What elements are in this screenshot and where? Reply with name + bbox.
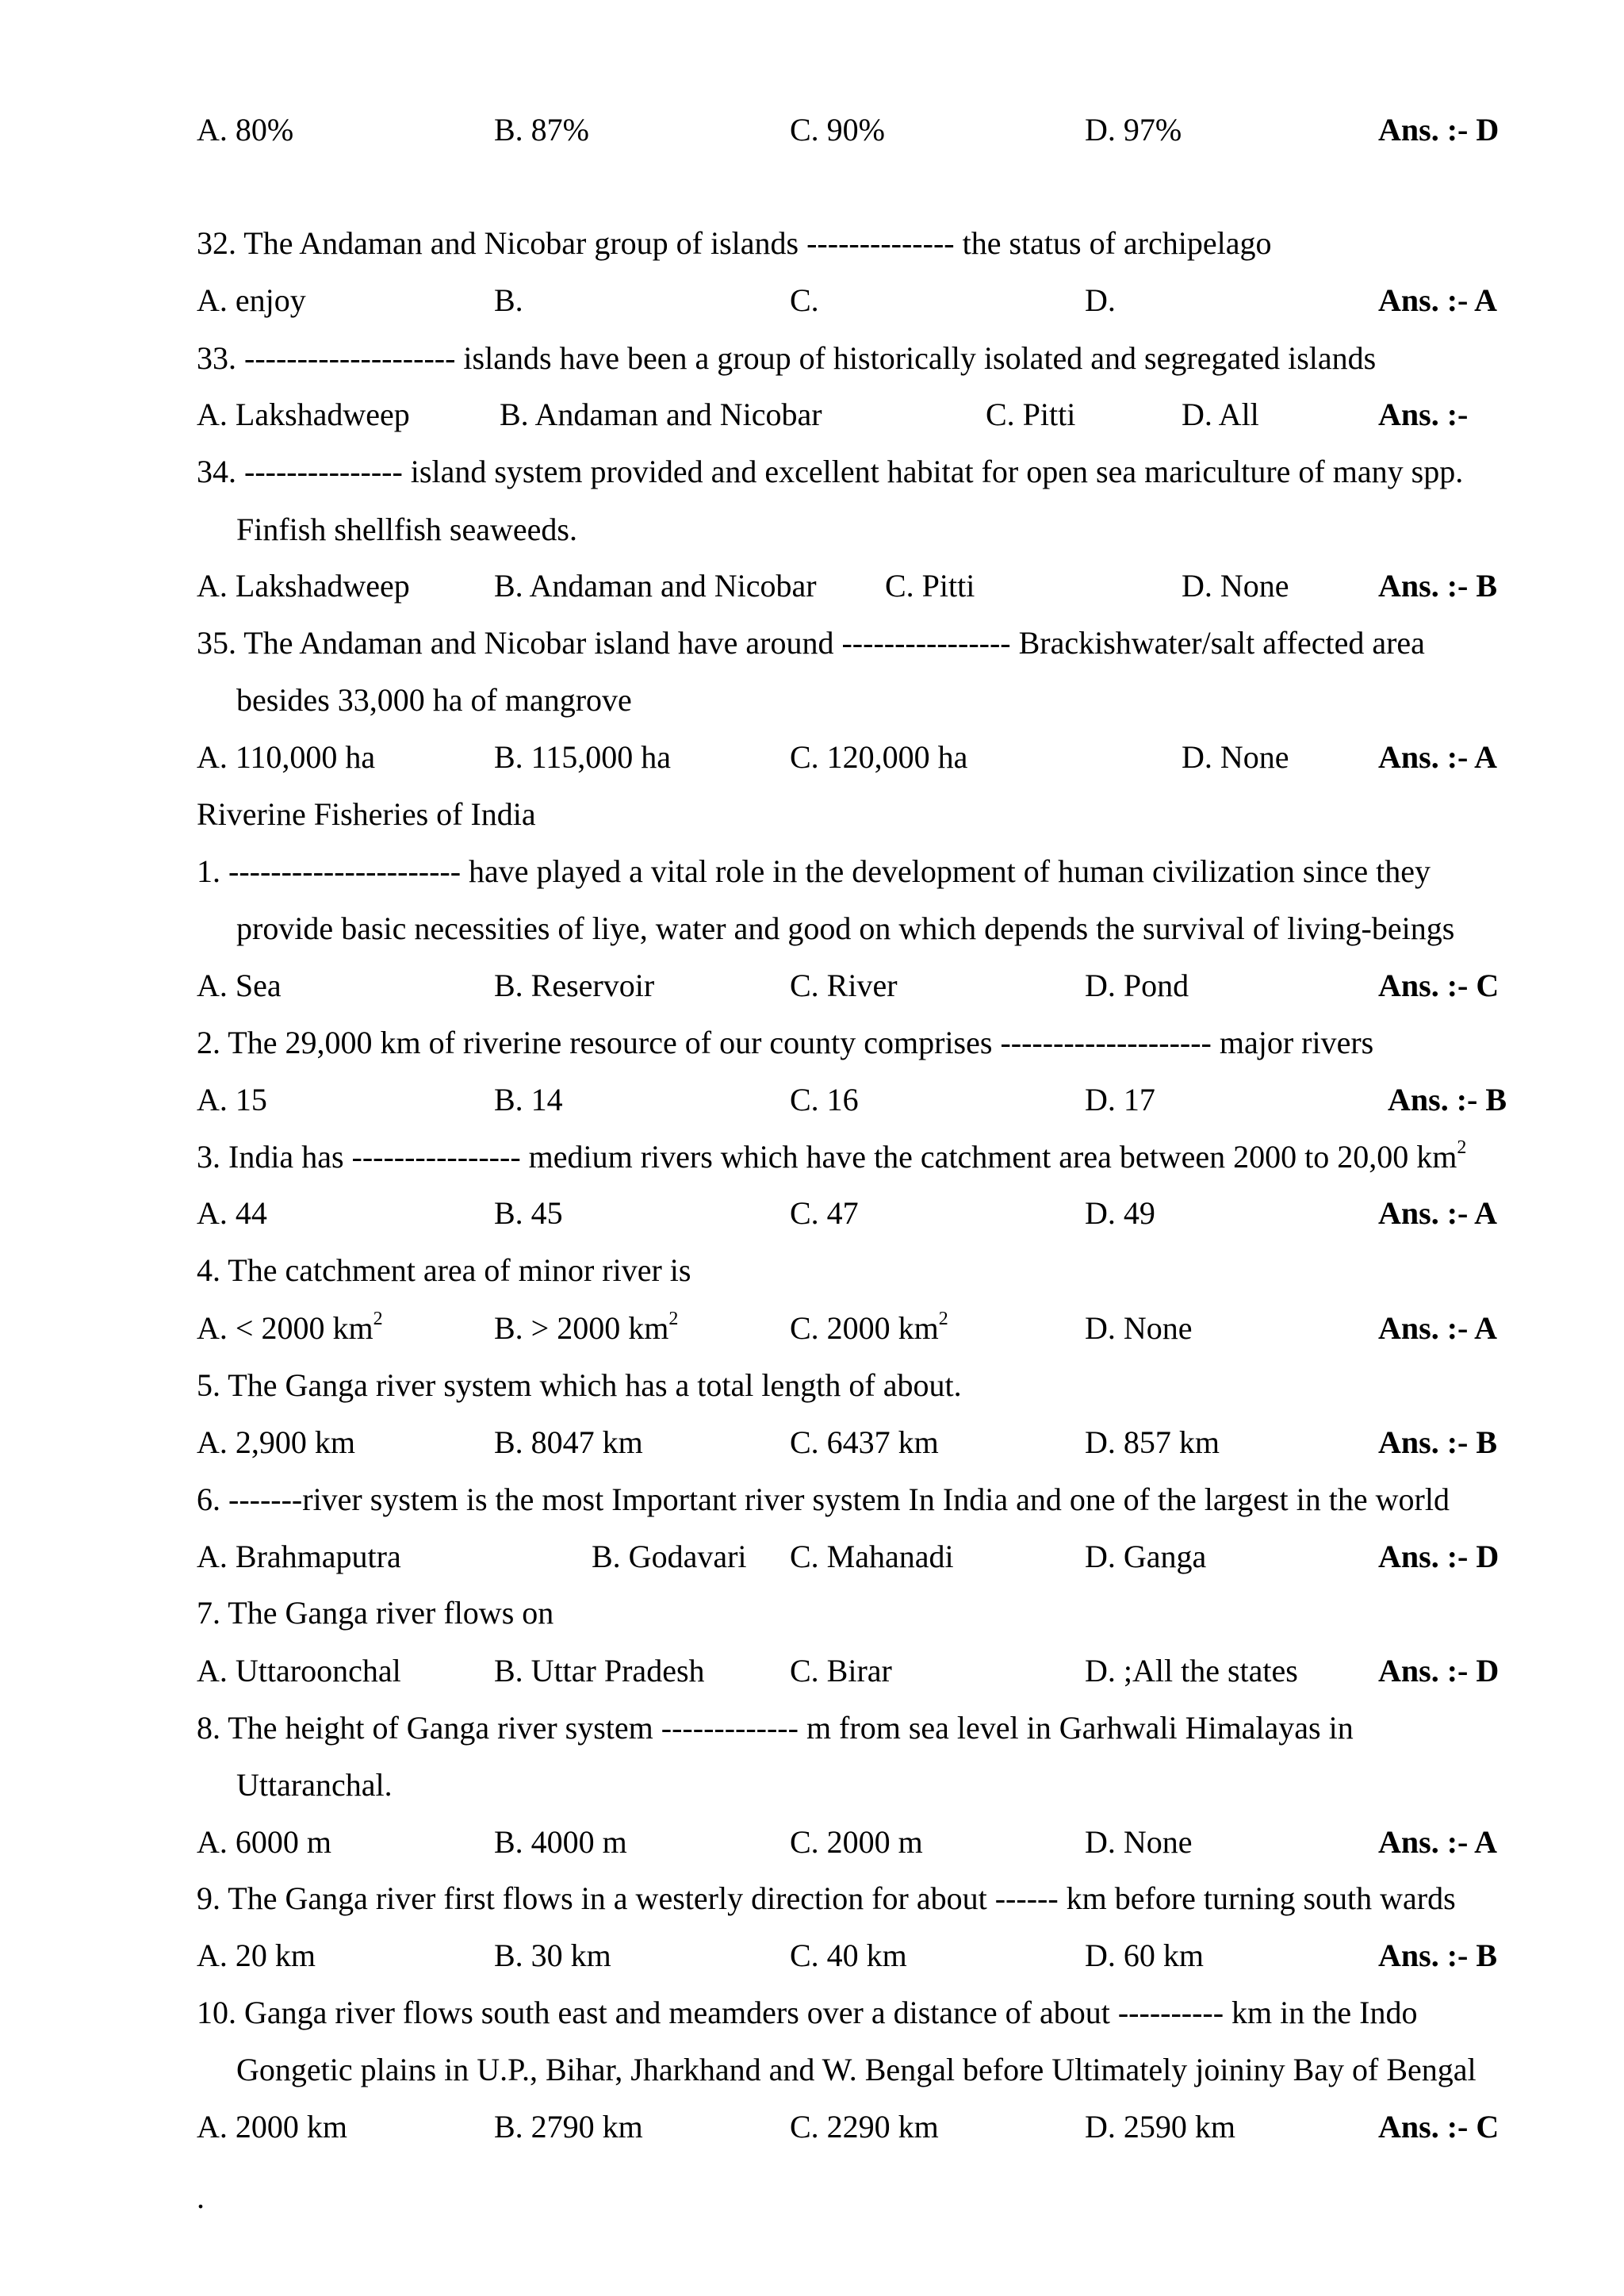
- question-continuation: Uttaranchal.: [236, 1767, 393, 1803]
- option-text: A. < 2000 km: [197, 1310, 373, 1346]
- option-text: D.: [1085, 282, 1116, 318]
- question-text: [197, 1585, 553, 1642]
- option-a: [197, 1814, 331, 1871]
- option-text: C. Birar: [790, 1653, 892, 1688]
- question-text: [197, 1471, 1450, 1528]
- question-text: [197, 843, 1431, 900]
- option-c: [790, 957, 898, 1014]
- option-d: [1085, 1814, 1193, 1871]
- option-text: B. 30 km: [494, 1938, 611, 1973]
- option-b: [494, 957, 654, 1014]
- footer-mark: .: [197, 2179, 205, 2215]
- option-text: A. 20 km: [197, 1938, 316, 1973]
- option-text: D. 60 km: [1085, 1938, 1204, 1973]
- option-text: A. 6000 m: [197, 1824, 331, 1860]
- option-text: B. Uttar Pradesh: [494, 1653, 705, 1688]
- option-c: [790, 1185, 859, 1242]
- option-text: C. 47: [790, 1195, 859, 1231]
- answer-label: Ans. :-: [1378, 397, 1469, 432]
- option-b: [494, 1300, 678, 1357]
- option-a: [197, 1927, 316, 1984]
- question-line: Riverine Fisheries of India: [197, 796, 536, 832]
- option-c: [790, 1927, 907, 1984]
- option-c: [790, 1814, 923, 1871]
- option-b: [494, 2099, 643, 2156]
- option-a: [197, 272, 306, 329]
- answer-label: Ans. :- B: [1378, 568, 1498, 604]
- option-b: [494, 558, 817, 615]
- option-a: [197, 1071, 267, 1129]
- question-line: 5. The Ganga river system which has a total length of about.: [197, 1367, 962, 1403]
- option-text: A. Uttaroonchal: [197, 1653, 401, 1688]
- question-line: 4. The catchment area of minor river is: [197, 1252, 691, 1288]
- option-text: B. 4000 m: [494, 1824, 627, 1860]
- option-text: C. 6437 km: [790, 1424, 939, 1460]
- question-line: 35. The Andaman and Nicobar island have around ---------------- Brackishwater/salt affected area: [197, 625, 1425, 661]
- superscript: 2: [938, 1308, 948, 1329]
- question-line: 6. -------river system is the most Important river system In India and one of the largest in the world: [197, 1481, 1450, 1517]
- option-d: [1085, 957, 1189, 1014]
- option-b: [494, 1927, 611, 1984]
- answer-label: Ans. :- B: [1378, 1424, 1498, 1460]
- option-c: [790, 272, 819, 329]
- option-c: [790, 1528, 954, 1585]
- question-text: [197, 1014, 1373, 1071]
- question-text: [197, 1242, 691, 1299]
- option-text: A. 2000 km: [197, 2109, 347, 2145]
- question-line: 34. --------------- island system provided and excellent habitat for open sea mariculture of many spp.: [197, 454, 1464, 489]
- option-b: [494, 1642, 705, 1700]
- answer-label: Ans. :- A: [1378, 282, 1498, 318]
- option-c: [986, 386, 1075, 443]
- answer-label: Ans. :- D: [1378, 1653, 1500, 1688]
- option-a: [197, 558, 410, 615]
- option-text: A. 80%: [197, 112, 294, 148]
- question-line: 3. India has ---------------- medium rivers which have the catchment area between 2000 to 20,00 km: [197, 1139, 1457, 1175]
- answer-label: Ans. :- D: [1378, 112, 1500, 148]
- superscript: 2: [668, 1308, 679, 1329]
- question-continuation: Finfish shellfish seaweeds.: [236, 512, 577, 547]
- option-text: A. 44: [197, 1195, 267, 1231]
- option-text: B. Andaman and Nicobar: [500, 397, 822, 432]
- option-text: D. 97%: [1085, 112, 1182, 148]
- question-line: 10. Ganga river flows south east and meamders over a distance of about ---------- km in the Indo: [197, 1995, 1418, 2030]
- option-text: A. 110,000 ha: [197, 739, 376, 775]
- option-c: [885, 558, 975, 615]
- question-text: [197, 443, 1463, 500]
- question-line: 33. -------------------- islands have been a group of historically isolated and segregated islands: [197, 340, 1377, 376]
- option-b: [494, 729, 671, 786]
- option-b: [494, 1814, 627, 1871]
- option-c: [790, 2099, 939, 2156]
- option-a: [197, 729, 375, 786]
- option-text: A. 15: [197, 1082, 267, 1117]
- option-d: [1085, 1528, 1206, 1585]
- option-text: D. All: [1182, 397, 1259, 432]
- question-text: [197, 1129, 1466, 1186]
- option-text: D. None: [1085, 1824, 1193, 1860]
- option-text: D. Pond: [1085, 968, 1189, 1003]
- option-b: [494, 272, 523, 329]
- option-text: A. Sea: [197, 968, 282, 1003]
- option-text: C. Pitti: [885, 568, 975, 604]
- option-text: B. > 2000 km: [494, 1310, 669, 1346]
- option-a: [197, 102, 293, 159]
- question-text: [197, 215, 1271, 272]
- option-text: B. 45: [494, 1195, 563, 1231]
- option-text: D. None: [1182, 739, 1289, 775]
- option-text: A. Lakshadweep: [197, 568, 410, 604]
- question-text: [197, 1700, 1354, 1757]
- question-line: 8. The height of Ganga river system ------------- m from sea level in Garhwali Himalayas in: [197, 1710, 1354, 1746]
- option-c: [790, 1300, 948, 1357]
- answer-label: Ans. :- A: [1378, 1824, 1498, 1860]
- option-d: [1085, 1185, 1155, 1242]
- option-a: [197, 1414, 355, 1471]
- option-a: [197, 386, 410, 443]
- answer-label: Ans. :- A: [1378, 739, 1498, 775]
- question-text: [197, 1357, 962, 1414]
- question-line: 9. The Ganga river first flows in a westerly direction for about ------ km before turning south wards: [197, 1880, 1456, 1916]
- option-b: [494, 1414, 643, 1471]
- option-b: [500, 386, 822, 443]
- option-text: B. Godavari: [592, 1539, 747, 1574]
- option-text: A. 2,900 km: [197, 1424, 355, 1460]
- option-text: A. Lakshadweep: [197, 397, 410, 432]
- option-text: B. 87%: [494, 112, 589, 148]
- option-d: [1085, 1414, 1220, 1471]
- option-text: B. 14: [494, 1082, 563, 1117]
- option-text: C. 120,000 ha: [790, 739, 968, 775]
- option-d: [1085, 1300, 1193, 1357]
- question-text: [197, 330, 1376, 387]
- option-text: A. Brahmaputra: [197, 1539, 401, 1574]
- question-continuation: besides 33,000 ha of mangrove: [236, 682, 632, 718]
- option-text: B. Andaman and Nicobar: [494, 568, 817, 604]
- option-text: C. 2000 km: [790, 1310, 939, 1346]
- option-text: D. 17: [1085, 1082, 1155, 1117]
- option-a: [197, 1528, 401, 1585]
- answer-label: Ans. :- A: [1378, 1310, 1498, 1346]
- option-a: [197, 1642, 401, 1700]
- option-a: [197, 1300, 383, 1357]
- question-line: 7. The Ganga river flows on: [197, 1595, 554, 1631]
- option-d: [1085, 1071, 1155, 1129]
- answer-label: Ans. :- C: [1378, 2109, 1500, 2145]
- option-d: [1085, 1927, 1204, 1984]
- option-text: D. 49: [1085, 1195, 1155, 1231]
- answer-label: Ans. :- A: [1378, 1195, 1498, 1231]
- question-continuation: Gongetic plains in U.P., Bihar, Jharkhand and W. Bengal before Ultimately joininy Bay of Bengal: [236, 2052, 1477, 2087]
- option-text: C. Pitti: [986, 397, 1076, 432]
- option-text: C. 90%: [790, 112, 885, 148]
- option-text: C. 16: [790, 1082, 859, 1117]
- option-text: C. Mahanadi: [790, 1539, 954, 1574]
- answer-label: Ans. :- B: [1388, 1082, 1507, 1117]
- superscript: 2: [1457, 1137, 1467, 1158]
- question-text: [197, 1984, 1417, 2041]
- option-d: [1085, 1642, 1298, 1700]
- option-c: [790, 1071, 859, 1129]
- option-text: A. enjoy: [197, 282, 306, 318]
- option-d: [1182, 729, 1289, 786]
- section-heading: [197, 786, 536, 843]
- superscript: 2: [373, 1308, 383, 1329]
- option-text: D. 2590 km: [1085, 2109, 1235, 2145]
- question-line: 32. The Andaman and Nicobar group of islands -------------- the status of archipelago: [197, 225, 1272, 261]
- option-text: D. Ganga: [1085, 1539, 1207, 1574]
- option-d: [1085, 102, 1182, 159]
- option-c: [790, 1414, 939, 1471]
- option-b: [592, 1528, 747, 1585]
- option-text: C. River: [790, 968, 898, 1003]
- option-text: C.: [790, 282, 819, 318]
- option-text: B. 8047 km: [494, 1424, 643, 1460]
- option-text: B. 115,000 ha: [494, 739, 671, 775]
- option-c: [790, 729, 967, 786]
- option-text: C. 40 km: [790, 1938, 907, 1973]
- option-c: [790, 1642, 892, 1700]
- option-text: B. 2790 km: [494, 2109, 643, 2145]
- option-d: [1085, 2099, 1235, 2156]
- option-a: [197, 957, 282, 1014]
- question-line: 1. ---------------------- have played a vital role in the development of human civilization since they: [197, 853, 1431, 889]
- option-text: D. None: [1085, 1310, 1193, 1346]
- option-b: [494, 1071, 563, 1129]
- option-b: [494, 102, 589, 159]
- answer-label: Ans. :- D: [1378, 1539, 1500, 1574]
- option-c: [790, 102, 885, 159]
- option-text: C. 2290 km: [790, 2109, 939, 2145]
- option-a: [197, 2099, 347, 2156]
- answer-label: Ans. :- C: [1378, 968, 1500, 1003]
- option-text: C. 2000 m: [790, 1824, 923, 1860]
- question-text: [197, 615, 1425, 672]
- option-text: B.: [494, 282, 523, 318]
- option-d: [1085, 272, 1116, 329]
- option-d: [1182, 558, 1289, 615]
- question-continuation: provide basic necessities of liye, water and good on which depends the survival of living-beings: [236, 910, 1455, 946]
- option-b: [494, 1185, 563, 1242]
- question-text: [197, 1870, 1456, 1927]
- option-text: D. ;All the states: [1085, 1653, 1298, 1688]
- answer-label: Ans. :- B: [1378, 1938, 1498, 1973]
- option-text: B. Reservoir: [494, 968, 655, 1003]
- option-d: [1182, 386, 1259, 443]
- question-line: 2. The 29,000 km of riverine resource of our county comprises -------------------- major rivers: [197, 1025, 1374, 1060]
- option-text: D. None: [1182, 568, 1289, 604]
- option-a: [197, 1185, 267, 1242]
- option-text: D. 857 km: [1085, 1424, 1220, 1460]
